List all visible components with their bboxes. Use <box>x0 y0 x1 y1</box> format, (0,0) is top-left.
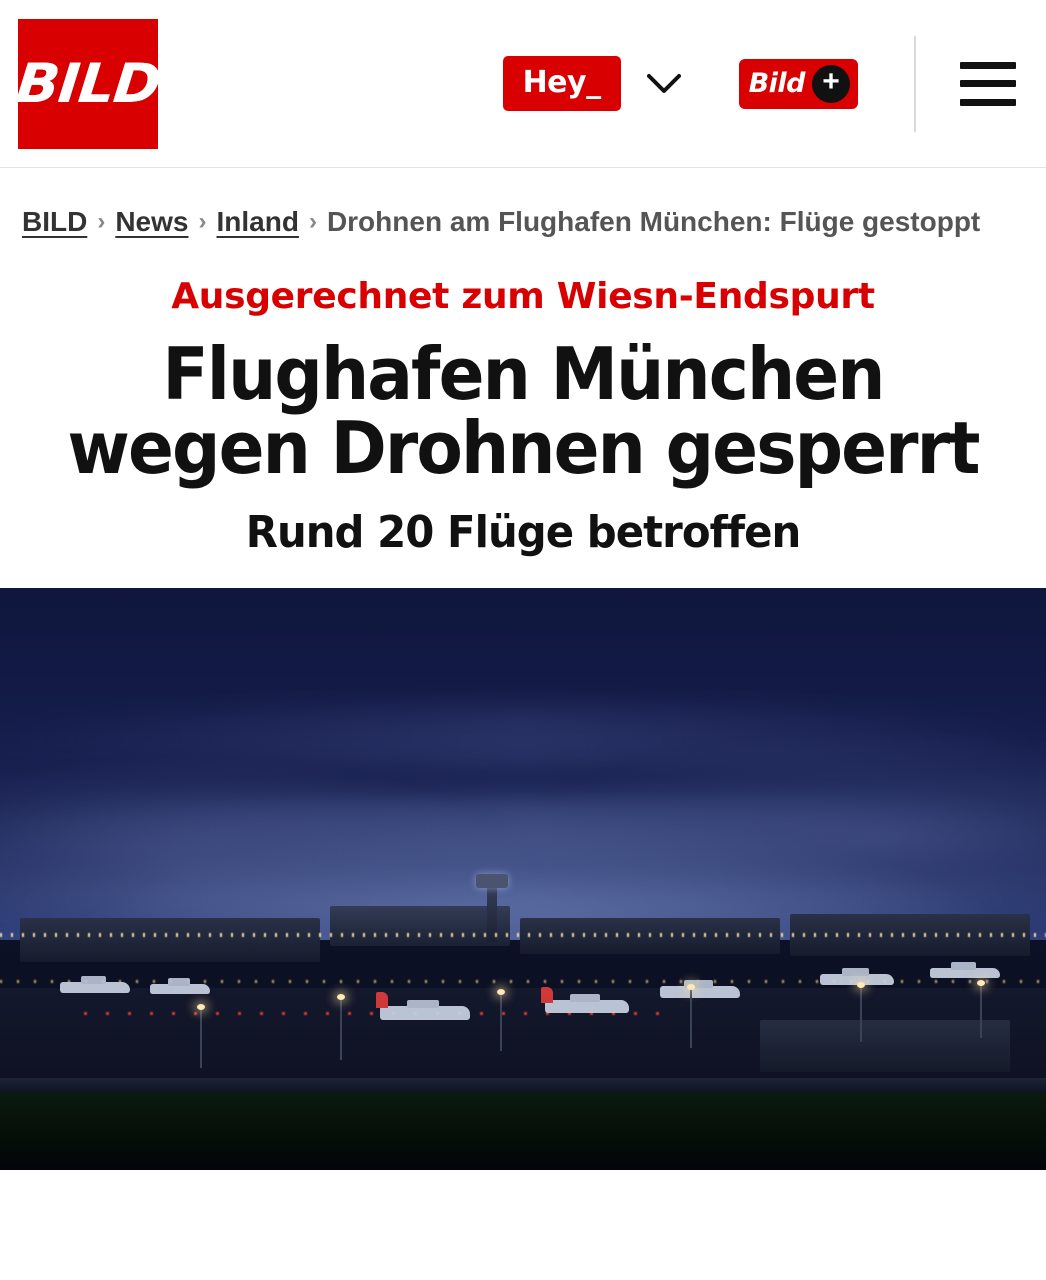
bild-logo-text: BILD <box>13 52 163 115</box>
light-pole <box>340 998 342 1060</box>
breadcrumb-item-bild[interactable]: BILD <box>22 206 88 237</box>
hamburger-menu-icon[interactable] <box>960 62 1016 106</box>
bild-logo[interactable] <box>13 19 163 149</box>
breadcrumb-separator: › <box>198 208 207 235</box>
burger-line-3 <box>960 99 1016 106</box>
page-title: Flughafen München wegen Drohnen gesperrt <box>67 332 979 491</box>
article-kicker: Ausgerechnet zum Wiesn-Endspurt <box>171 276 875 317</box>
breadcrumb <box>0 168 1046 268</box>
bildplus-label: Bild <box>748 68 805 99</box>
hangar-building <box>760 1020 1010 1072</box>
control-tower-top <box>476 874 508 888</box>
terminal-lights-row <box>0 933 1046 937</box>
aircraft-tail <box>541 987 553 1003</box>
breadcrumb-item-current: Drohnen am Flughafen München: Flüge gestoppt <box>326 206 981 237</box>
header-actions <box>503 0 1028 167</box>
light-pole <box>860 986 862 1042</box>
aircraft <box>380 1006 470 1020</box>
burger-line-1 <box>960 62 1016 69</box>
aircraft <box>545 1000 629 1013</box>
grass-foreground <box>0 1092 1046 1170</box>
breadcrumb-item-news[interactable]: News <box>115 206 189 237</box>
light-pole <box>200 1008 202 1068</box>
chevron-down-icon[interactable] <box>647 67 681 101</box>
hero-image <box>0 588 1046 1170</box>
terminal-building-center <box>330 906 510 946</box>
cloud-band-mid <box>0 798 1046 868</box>
plus-icon: + <box>812 65 850 103</box>
site-header <box>0 0 1046 168</box>
aircraft <box>660 986 740 998</box>
terminal-building-left <box>20 918 320 962</box>
breadcrumb-separator: › <box>97 208 106 235</box>
bildplus-button[interactable] <box>739 59 858 109</box>
aircraft-tail <box>376 992 388 1008</box>
header-divider <box>914 36 916 132</box>
hey-button[interactable]: Hey_ <box>503 56 621 111</box>
breadcrumb-item-inland[interactable]: Inland <box>216 206 299 237</box>
aircraft <box>150 984 210 994</box>
light-pole <box>500 993 502 1051</box>
light-pole <box>690 988 692 1048</box>
page-bottom-strip <box>0 1262 1046 1280</box>
aircraft <box>60 982 130 993</box>
article-subline: Rund 20 Flüge betroffen <box>245 507 801 559</box>
article-header <box>0 268 1046 558</box>
light-pole <box>980 984 982 1038</box>
burger-line-2 <box>960 80 1016 87</box>
aircraft <box>930 968 1000 978</box>
cloud-band-high <box>0 708 1046 768</box>
breadcrumb-separator: › <box>308 208 317 235</box>
